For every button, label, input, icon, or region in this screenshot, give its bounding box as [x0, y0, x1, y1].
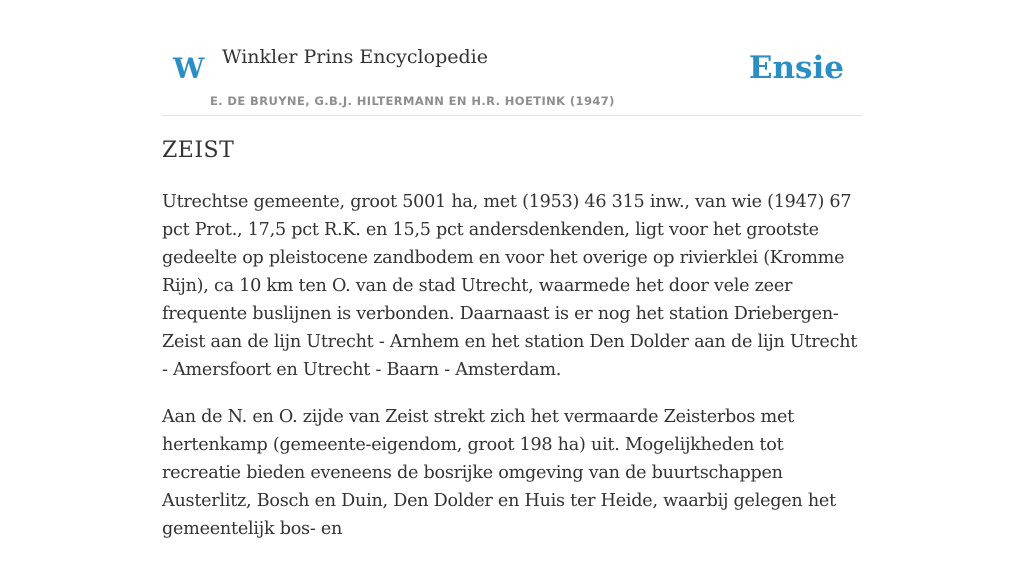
article — [162, 138, 864, 562]
winkler-prins-logo[interactable]: W — [173, 52, 205, 85]
source-header — [162, 30, 862, 116]
article-paragraph: Utrechtse gemeente, groot 5001 ha, met (1953) 46 315 inw., van wie (1947) 67 pct Prot., 17,5 pct R.K. en 15,5 pct andersdenkenden, ligt voor het grootste gedeelte op pleistocene zandbodem en voor het overige op rivierklei (Kromme Rijn), ca 10 km ten O. van de stad Utrecht, waarmede het door vele zeer frequente buslijnen is verbonden. Daarnaast is er nog het station Driebergen-Zeist aan de lijn Utrecht - Arnhem en het station Den Dolder aan de lijn Utrecht - Amersfoort en Utrecht - Baarn - Amsterdam. — [162, 192, 858, 380]
source-authors: E. DE BRUYNE, G.B.J. HILTERMANN EN H.R. HOETINK (1947) — [210, 94, 615, 108]
source-title[interactable]: Winkler Prins Encyclopedie — [222, 46, 488, 68]
article-title: ZEIST — [162, 138, 235, 163]
ensie-logo[interactable]: Ensie — [748, 50, 844, 86]
article-paragraph: Aan de N. en O. zijde van Zeist strekt zich het vermaarde Zeisterbos met hertenkamp (gemeente-eigendom, groot 198 ha) uit. Mogelijkheden tot recreatie bieden eveneens de bosrijke omgeving van de buurtschappen Austerlitz, Bosch en Duin, Den Dolder en Huis ter Heide, waarbij gelegen het gemeentelijk bos- en — [162, 407, 836, 539]
